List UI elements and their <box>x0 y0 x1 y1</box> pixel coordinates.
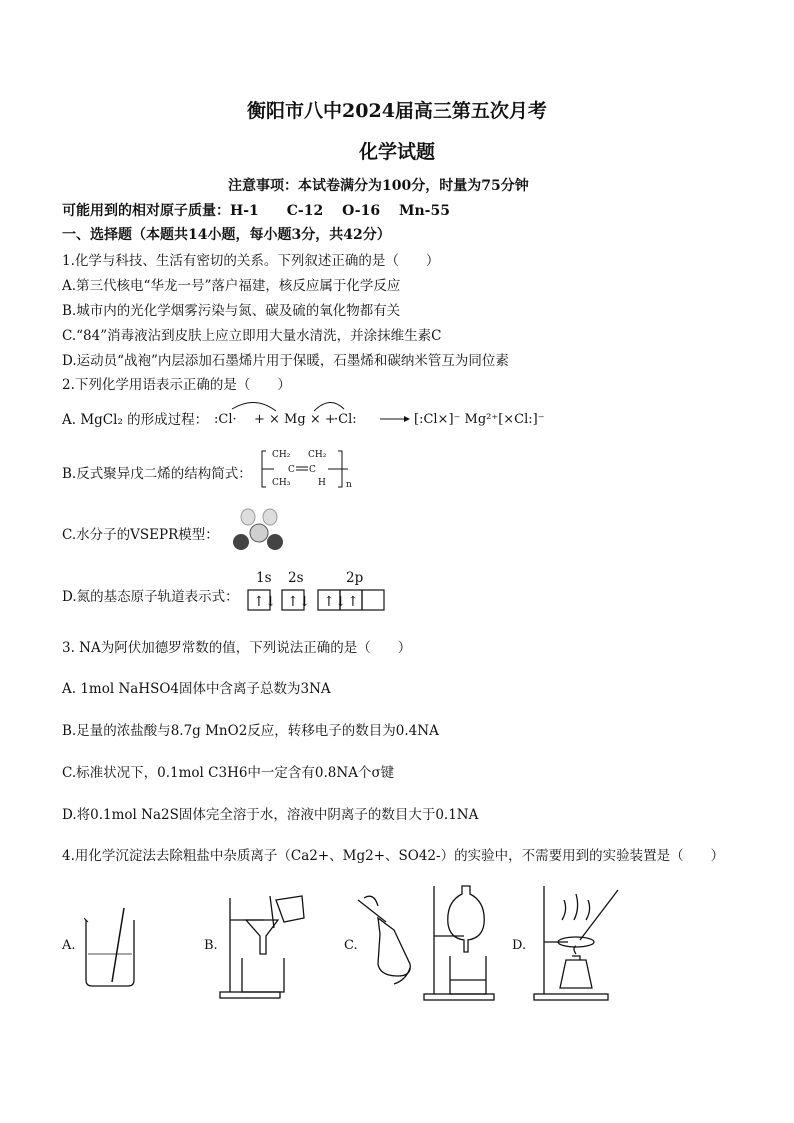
svg-text:CH₂: CH₂ <box>308 450 327 460</box>
svg-text:C: C <box>288 465 295 475</box>
q3-option-d: D.将0.1mol Na2S固体完全溶于水，溶液中阴离子的数目大于0.1NA <box>62 807 479 823</box>
q2-stem: 2.下列化学用语表示正确的是（ ） <box>62 377 291 393</box>
svg-text:·Cl:: ·Cl: <box>334 412 357 427</box>
mgcl2-formation-diagram <box>210 395 545 435</box>
orbital-label-1s: 1s <box>256 570 272 586</box>
svg-text:[:Cl×]⁻ Mg²⁺[×Cl:]⁻: [:Cl×]⁻ Mg²⁺[×Cl:]⁻ <box>414 412 545 427</box>
q3-option-c: C.标准状况下，0.1mol C3H6中一定含有0.8NA个σ键 <box>62 765 395 781</box>
beaker-with-glass-rod <box>80 900 140 990</box>
q4-option-c-label: C. <box>344 938 358 953</box>
q3-option-a: A. 1mol NaHSO4固体中含离子总数为3NA <box>62 681 331 697</box>
q4-stem: 4.用化学沉淀法去除粗盐中杂质离子（Ca2+、Mg2+、SO42-）的实验中，不需要用到的实验装置是（ ） <box>62 848 725 864</box>
atomic-masses: 可能用到的相对原子质量：H-1 C-12 O-16 Mn-55 <box>62 203 450 219</box>
nitrogen-orbital-diagram <box>246 588 396 614</box>
svg-text:+ × Mg × +: + × Mg × + <box>254 412 336 427</box>
orbital-label-2p: 2p <box>346 570 364 586</box>
q1-option-b: B.城市内的光化学烟雾污染与氮、碳及硫的氧化物都有关 <box>62 303 401 319</box>
page-title: 衡阳市八中2024届高三第五次月考 <box>247 100 547 122</box>
svg-text:CH₂: CH₂ <box>272 450 291 460</box>
svg-text:↑↓: ↑↓ <box>253 594 277 610</box>
flask-shaking <box>354 892 424 1002</box>
q4-option-a-label: A. <box>62 938 76 953</box>
separatory-funnel <box>420 880 520 1005</box>
q1-option-a: A.第三代核电“华龙一号”落户福建，核反应属于化学反应 <box>62 278 401 294</box>
svg-text:↑↓: ↑↓ <box>323 594 347 610</box>
polyisoprene-structure <box>258 447 368 495</box>
page-subtitle: 化学试题 <box>358 141 435 163</box>
evaporation-apparatus <box>528 880 628 1005</box>
filtration-apparatus <box>212 892 312 1002</box>
svg-text:H: H <box>318 478 326 488</box>
svg-text:C: C <box>309 465 316 475</box>
svg-text:↑: ↑ <box>347 594 359 610</box>
q3-option-b: B.足量的浓盐酸与8.7g MnO2反应，转移电子的数目为0.4NA <box>62 723 439 739</box>
svg-text::Cl·: :Cl· <box>214 412 237 427</box>
section-heading: 一、选择题（本题共14小题，每小题3分，共42分） <box>62 227 391 243</box>
svg-text:CH₃: CH₃ <box>272 478 291 488</box>
q1-stem: 1.化学与科技、生活有密切的关系。下列叙述正确的是（ ） <box>62 253 440 269</box>
svg-text:↑↓: ↑↓ <box>287 594 311 610</box>
orbital-label-2s: 2s <box>288 570 304 586</box>
q1-option-d: D.运动员“战袍”内层添加石墨烯片用于保暖，石墨烯和碳纳米管互为同位素 <box>62 353 509 369</box>
q1-option-c: C.“84”消毒液沾到皮肤上应立即用大量水清洗，并涂抹维生素C <box>62 328 442 344</box>
q2-option-d-label: D.氮的基态原子轨道表示式： <box>62 589 239 605</box>
q4-option-d-label: D. <box>512 938 527 953</box>
water-vsepr-model <box>228 505 284 555</box>
q2-option-c-label: C.水分子的VSEPR模型： <box>62 527 219 543</box>
notice-text: 注意事项：本试卷满分为100分，时量为75分钟 <box>228 178 529 194</box>
q2-option-a-label: A. MgCl₂ 的形成过程： <box>62 412 209 428</box>
q2-option-b-label: B.反式聚异戊二烯的结构简式： <box>62 466 252 482</box>
q3-stem: 3. NA为阿伏加德罗常数的值，下列说法正确的是（ ） <box>62 640 412 656</box>
svg-text:n: n <box>346 480 352 490</box>
q4-option-b-label: B. <box>204 938 218 953</box>
